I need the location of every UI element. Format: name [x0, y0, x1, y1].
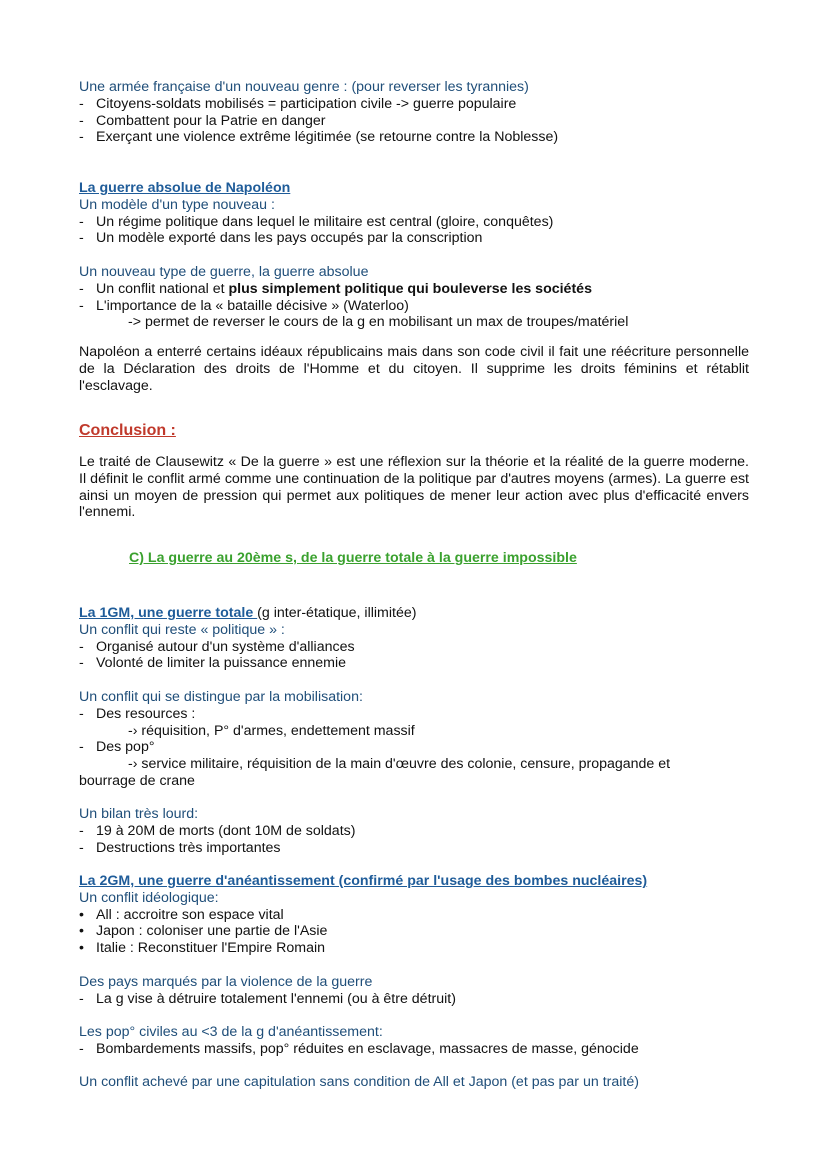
list-item: - La g vise à détruire totalement l'ennemi (ou à être détruit): [79, 990, 456, 1007]
list-item: - Bombardements massifs, pop° réduites en esclavage, massacres de masse, génocide: [79, 1040, 639, 1057]
list-item: • All : accroitre son espace vital: [79, 906, 284, 923]
list-item: - Exerçant une violence extrême légitimée (se retourne contre la Noblesse): [79, 129, 559, 146]
section-ww2-civilians: [79, 1024, 749, 1058]
section-ww1-bilan: [79, 806, 749, 856]
section-heading: La 2GM, une guerre d'anéantissement (confirmé par l'usage des bombes nucléaires): [79, 873, 648, 889]
section-french-army: [79, 79, 749, 146]
list-item: - Organisé autour d'un système d'alliances: [79, 638, 355, 655]
napoleon-paragraph: Napoléon a enterré certains idéaux républicains mais dans son code civil il fait une réécriture personnelle de la Déclaration des droits de l'Homme et du citoyen. Il supprime les droits féminins et rétablit l'esclavage.: [79, 344, 749, 394]
section-ww1-mobilisation: [79, 689, 749, 790]
list-item: • Italie : Reconstituer l'Empire Romain: [79, 940, 326, 957]
section-subtitle: Un nouveau type de guerre, la guerre absolue: [79, 264, 369, 280]
section-subtitle: Les pop° civiles au <3 de la g d'anéantissement:: [79, 1024, 383, 1040]
section-subtitle: Un conflit idéologique:: [79, 889, 219, 906]
list-item: • Japon : coloniser une partie de l'Asie: [79, 923, 328, 940]
list-item: - Destructions très importantes: [79, 839, 281, 856]
sub-item: -> permet de reverser le cours de la g en mobilisant un max de troupes/matériel: [128, 314, 629, 331]
sub-item: -› service militaire, réquisition de la main d'œuvre des colonie, censure, propagande et: [128, 756, 671, 773]
section-heading: La guerre absolue de Napoléon: [79, 180, 291, 196]
section-ww1: [79, 605, 749, 672]
conclusion-paragraph: Le traité de Clausewitz « De la guerre » est une réflexion sur la théorie et la réalité de la guerre moderne. Il définit le conflit armé comme une continuation de la politique par d'autres moyens (armes). La guerre est ainsi un moyen de pression qui permet aux politiques de mener leur action avec plus d'efficacité envers l'ennemi.: [79, 454, 749, 521]
section-title: Une armée française d'un nouveau genre : (pour reverser les tyrannies): [79, 79, 529, 95]
list-item: - Un conflit national et plus simplement politique qui bouleverse les sociétés: [79, 280, 592, 297]
list-item: - Des pop°: [79, 739, 155, 756]
section-ww2-violence: [79, 974, 749, 1008]
section-ww2: [79, 873, 749, 957]
section-subtitle: Des pays marqués par la violence de la guerre: [79, 974, 373, 990]
list-item: - Citoyens-soldats mobilisés = participation civile -> guerre populaire: [79, 95, 517, 112]
sub-item-continued: bourrage de crane: [79, 772, 195, 789]
list-item: - Combattent pour la Patrie en danger: [79, 112, 326, 129]
section-subtitle: Un conflit qui reste « politique » :: [79, 621, 285, 638]
section-absolute-war: [79, 264, 749, 331]
section-subtitle: Un modèle d'un type nouveau :: [79, 196, 275, 213]
sub-item: -› réquisition, P° d'armes, endettement massif: [128, 722, 415, 739]
list-item: - Des resources :: [79, 705, 196, 722]
part-c-heading: C) La guerre au 20ème s, de la guerre totale à la guerre impossible: [129, 550, 577, 566]
section-heading: La 1GM, une guerre totale (g inter-étatique, illimitée): [79, 605, 417, 621]
list-item: - Volonté de limiter la puissance ennemie: [79, 655, 347, 672]
section-ww2-final: Un conflit achevé par une capitulation sans condition de All et Japon (et pas par un traité): [79, 1074, 639, 1090]
list-item: - 19 à 20M de morts (dont 10M de soldats): [79, 822, 356, 839]
list-item: - Un régime politique dans lequel le militaire est central (gloire, conquêtes): [79, 213, 554, 230]
section-subtitle: Un bilan très lourd:: [79, 806, 199, 822]
section-napoleon: [79, 180, 749, 247]
conclusion-heading: Conclusion :: [79, 422, 176, 439]
list-item: - Un modèle exporté dans les pays occupés par la conscription: [79, 230, 483, 247]
section-subtitle: Un conflit qui se distingue par la mobilisation:: [79, 689, 363, 705]
list-item: - L'importance de la « bataille décisive » (Waterloo): [79, 297, 409, 314]
